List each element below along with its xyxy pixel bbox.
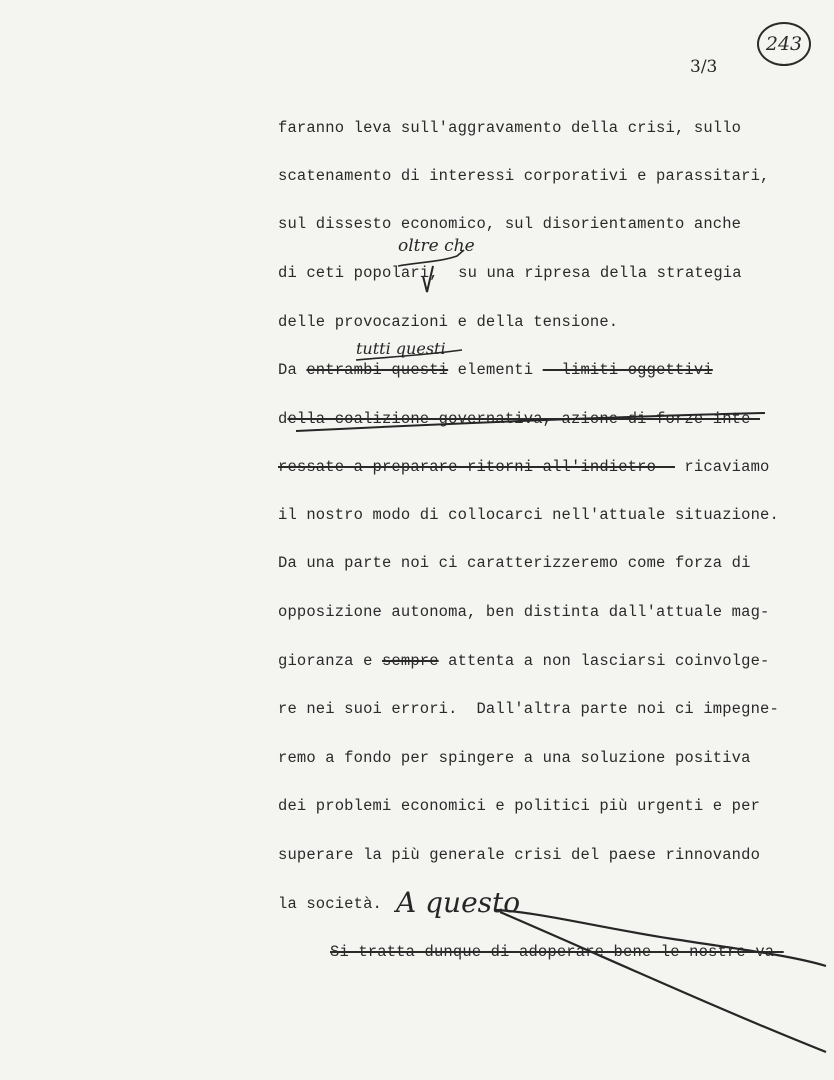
text-line-12b: attenta a non lasciarsi coinvolge- xyxy=(438,652,770,670)
strike-line-coalizione xyxy=(296,413,765,431)
text-line-13: re nei suoi errori. Dall'altra parte noi ci impegne- xyxy=(278,700,779,718)
text-line-2: scatenamento di interessi corporativi e parassitari, xyxy=(278,167,770,185)
text-line-5: delle provocazioni e della tensione. xyxy=(278,313,619,331)
struck-text-entrambi: entrambi questi xyxy=(306,361,449,379)
text-line-12a: gioranza e xyxy=(278,652,382,670)
handwritten-insert-oltre-che: oltre che xyxy=(398,236,475,256)
insertion-caret-mark xyxy=(423,266,433,292)
text-line-7a: d xyxy=(278,410,288,428)
text-line-8b: ricaviamo xyxy=(674,458,770,476)
struck-text-ressate: ressate a preparare ritorni all'indietro-- xyxy=(278,458,675,476)
text-line-16: superare la più generale crisi del paese rinnovando xyxy=(278,846,761,864)
archive-number: 243 xyxy=(765,33,803,55)
handwritten-insert-a-questo: A questo xyxy=(396,886,521,919)
handwritten-insert-tutti-questi: tutti questi xyxy=(356,339,446,358)
text-line-14: remo a fondo per spingere a una soluzione positiva xyxy=(278,749,751,767)
text-line-4a: di ceti popolari, xyxy=(278,264,439,282)
text-line-15: dei problemi economici e politici più urgenti e per xyxy=(278,797,761,815)
page-number: 3/3 xyxy=(690,57,718,77)
text-line-1: faranno leva sull'aggravamento della crisi, sullo xyxy=(278,119,742,137)
struck-text-coalizione: ella coalizione governativa, azione di forze inte- xyxy=(287,410,761,428)
diagonal-cancel-stroke xyxy=(500,912,826,1052)
connector-stroke xyxy=(496,910,826,966)
text-line-4b: su una ripresa della strategia xyxy=(448,264,742,282)
text-line-10: Da una parte noi ci caratterizzeremo come forza di xyxy=(278,554,751,572)
struck-text-limiti: --limiti oggettivi xyxy=(542,361,713,379)
text-line-6b: elementi xyxy=(448,361,543,379)
text-line-11: opposizione autonoma, ben distinta dall'attuale mag- xyxy=(278,603,770,621)
struck-text-sempre: sempre xyxy=(381,652,439,670)
insert-underline-mark xyxy=(398,250,464,266)
struck-text-si-tratta: Si tratta dunque di adoperare bene le nostre va- xyxy=(330,943,784,961)
insert-underline-mark-2 xyxy=(356,350,462,360)
text-line-17: la società. xyxy=(278,895,382,913)
text-line-3: sul dissesto economico, sul disorientamento anche xyxy=(278,215,742,233)
text-line-6a: Da xyxy=(278,361,307,379)
text-line-9: il nostro modo di collocarci nell'attuale situazione. xyxy=(278,506,779,524)
